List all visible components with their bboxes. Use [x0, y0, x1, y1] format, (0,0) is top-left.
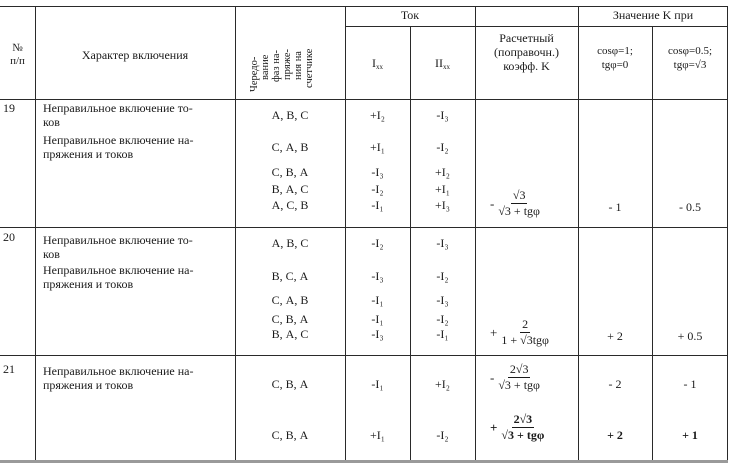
row21-coef2-num: 2√3: [513, 412, 533, 426]
row21-val1-1: - 2: [608, 377, 622, 391]
row21-coef-formula-2: [490, 412, 546, 443]
rule-col-e: [475, 6, 476, 460]
row19-phase-2: С, А, В: [271, 140, 309, 154]
rule-subheader: [345, 26, 728, 27]
header-val-col2-l2: tgφ=√3: [673, 59, 707, 71]
header-val-col1-l1: cosφ=1;: [597, 45, 633, 57]
row20-i2-5: -I₁: [436, 327, 449, 341]
row19-val1: - 1: [608, 200, 622, 214]
row20-coef-num: 2: [522, 317, 529, 331]
row20-phase-1: А, В, С: [271, 236, 309, 250]
row20-i2-3: -I₃: [436, 293, 449, 307]
row20-phase-5: В, А, С: [271, 327, 309, 341]
rule-col-a: [35, 6, 36, 460]
row20-desc2-l2: пряжения и токов: [43, 277, 134, 291]
row20-desc1-l1: Неправильное включение то-: [43, 233, 193, 247]
rule-col-h: [727, 6, 728, 460]
row20-coef-den: 1 + √3tgφ: [501, 333, 549, 347]
row19-i2-2: -I₂: [436, 140, 449, 154]
rule-top: [0, 6, 728, 7]
row20-phase-3: С, А, В: [271, 293, 309, 307]
rule-col-f: [578, 6, 579, 460]
row19-coef-sign: -: [490, 195, 495, 211]
row19-i2-4: +I₁: [435, 182, 450, 196]
row21-coef1-sign: -: [490, 369, 495, 385]
row21-val1-2: + 2: [607, 428, 623, 442]
row19-i1-4: -I₂: [371, 182, 384, 196]
row19-i1-1: +I₂: [370, 108, 385, 122]
header-phase-order-6: счетчике: [304, 48, 315, 88]
header-phase-order-1: Чередо-: [249, 56, 260, 92]
row21-num: 21: [3, 362, 15, 376]
row21-val2-1: - 1: [683, 377, 697, 391]
header-current-group: Ток: [400, 8, 420, 22]
row21-phase-1: С, В, А: [271, 377, 309, 391]
row21-i2-1: +I₂: [435, 377, 450, 391]
row19-i2-1: -I₃: [436, 108, 449, 122]
header-coef-line3: коэфф. K: [503, 59, 550, 73]
row19-phase-3: С, В, А: [271, 165, 309, 179]
rule-page-bottom: [0, 460, 728, 463]
row19-i2-3: +I₂: [435, 165, 450, 179]
row19-desc2-l2: пряжения и токов: [43, 147, 134, 161]
row21-phase-2: С, В, А: [271, 428, 309, 442]
row20-i2-2: -I₂: [436, 269, 449, 283]
row21-val2-2: + 1: [682, 428, 698, 442]
row19-coef-formula: [490, 188, 542, 219]
row19-i1-3: -I₃: [371, 165, 384, 179]
header-val-col2-l1: cosφ=0.5;: [667, 45, 713, 57]
row20-i1-4: -I₁: [371, 312, 384, 326]
row20-i1-2: -I₃: [371, 269, 384, 283]
row21-desc1-l1: Неправильное включение на-: [43, 364, 194, 378]
header-character: Характер включения: [81, 48, 189, 62]
row20-i2-4: -I₂: [436, 312, 449, 326]
header-phase-order-5: ния на: [293, 51, 304, 80]
row19-desc2-l1: Неправильное включение на-: [43, 133, 194, 147]
row19-i2-5: +I₃: [435, 198, 450, 212]
row21-i1-2: +I₁: [370, 428, 385, 442]
rule-col-g: [652, 26, 653, 460]
row21-i1-1: -I₁: [371, 377, 384, 391]
rule-row20-bottom: [0, 355, 728, 356]
header-value-group: Значение K при: [612, 8, 694, 22]
header-val-col1-l2: tgφ=0: [601, 59, 629, 71]
header-phase-order-4: пряже-: [282, 49, 293, 80]
row19-num: 19: [3, 101, 15, 115]
row20-coef-sign: +: [490, 324, 498, 340]
row21-coef1-den: √3 + tgφ: [498, 378, 540, 392]
header-phase-order-3: фаз на-: [271, 49, 282, 82]
row20-phase-2: В, С, А: [271, 269, 309, 283]
row19-coef-den: √3 + tgφ: [498, 204, 540, 218]
row19-phase-4: В, А, С: [271, 182, 309, 196]
row20-i2-1: -I₃: [436, 236, 449, 250]
row20-desc2-l1: Неправильное включение на-: [43, 263, 194, 277]
row20-i1-5: -I₃: [371, 327, 384, 341]
row21-coef-formula-1: [490, 362, 542, 393]
row21-i2-2: -I₂: [436, 428, 449, 442]
row19-coef-num: √3: [512, 188, 526, 202]
header-current-col1: $I_{хх}$: [372, 56, 383, 71]
header-coef-line1: Расчетный: [499, 31, 554, 45]
header-current-col2: $II_{хх}$: [435, 56, 450, 71]
row20-phase-4: С, В, А: [271, 312, 309, 326]
rule-row19-bottom: [0, 227, 728, 228]
header-num: № п/п: [10, 42, 25, 67]
row20-i1-3: -I₁: [371, 293, 384, 307]
row21-coef1-num: 2√3: [509, 362, 529, 376]
row21-coef2-sign: +: [490, 419, 498, 435]
row19-i1-5: -I₁: [371, 198, 384, 212]
row20-val1: + 2: [607, 329, 623, 343]
row20-num: 20: [3, 230, 15, 244]
row20-val2: + 0.5: [677, 329, 703, 343]
row19-i1-2: +I₁: [370, 140, 385, 154]
row21-desc1-l2: пряжения и токов: [43, 378, 134, 392]
header-coef-line2: (поправочн.): [494, 45, 559, 59]
rule-col-b: [235, 6, 236, 460]
row20-i1-1: -I₂: [371, 236, 384, 250]
row19-desc1-l1: Неправильное включение то-: [43, 101, 193, 115]
row20-desc1-l2: ков: [43, 247, 60, 261]
row20-coef-formula: [490, 317, 551, 348]
rule-header-bottom: [0, 99, 728, 100]
row21-coef2-den: √3 + tgφ: [501, 428, 545, 442]
header-phase-order-2: вание: [260, 54, 271, 80]
rule-col-c: [345, 6, 346, 460]
row19-phase-1: А, В, С: [271, 108, 309, 122]
row19-val2: - 0.5: [679, 200, 701, 214]
row19-phase-5: А, С, В: [271, 198, 309, 212]
row19-desc1-l2: ков: [43, 115, 60, 129]
